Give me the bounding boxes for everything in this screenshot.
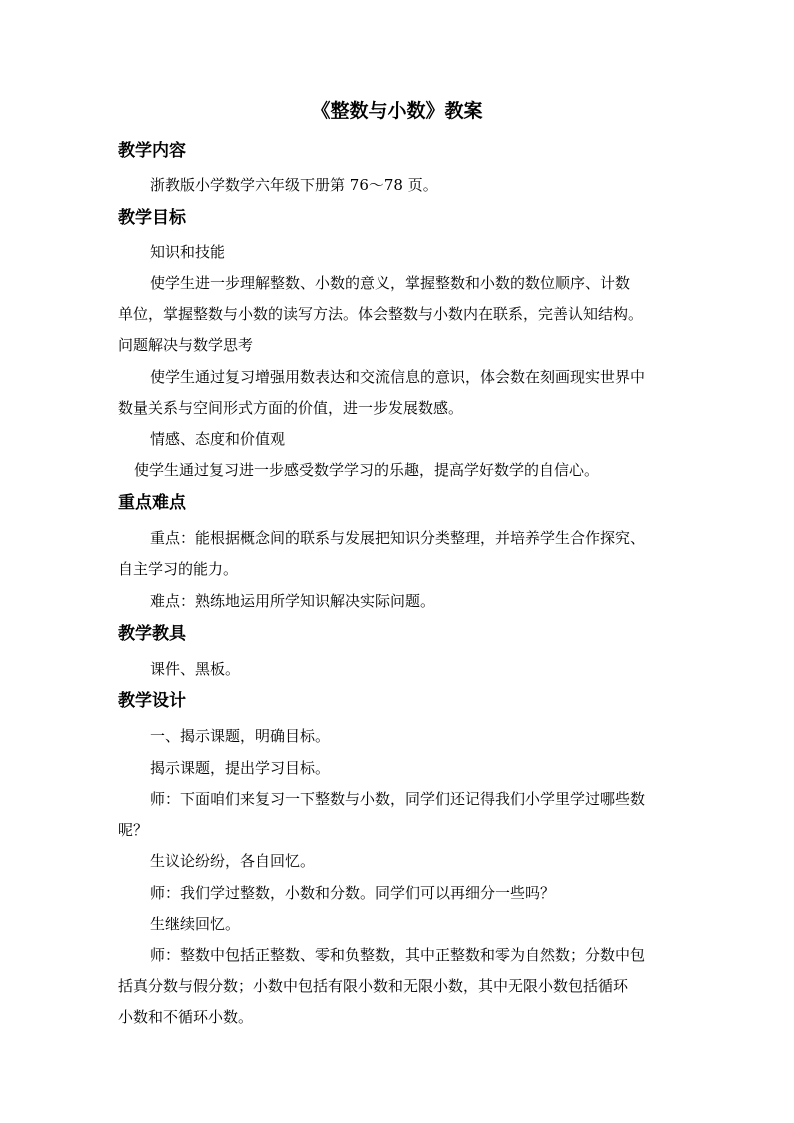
student-1: 生议论纷纷，各自回忆。	[150, 852, 316, 870]
tools-text: 课件、黑板。	[150, 660, 241, 678]
teacher-3-line-1: 师：整数中包括正整数、零和负整数，其中正整数和零为自然数；分数中包	[150, 946, 646, 964]
emotion-line: 使学生通过复习进一步感受数学学习的乐趣，提高学好数学的自信心。	[134, 461, 600, 479]
teacher-1-line-1: 师：下面咱们来复习一下整数与小数，同学们还记得我们小学里学过哪些数	[150, 790, 646, 808]
teacher-3-line-3: 小数和不循环小数。	[118, 1008, 254, 1026]
key-line-2: 自主学习的能力。	[118, 560, 239, 578]
section-heading-key-points: 重点难点	[118, 493, 186, 513]
knowledge-line-2: 单位，掌握整数与小数的读写方法。体会整数与小数内在联系，完善认知结构。	[118, 305, 644, 323]
problem-label: 问题解决与数学思考	[118, 336, 254, 354]
section-heading-goals: 教学目标	[118, 208, 186, 228]
knowledge-line-1: 使学生进一步理解整数、小数的意义，掌握整数和小数的数位顺序、计数	[150, 274, 631, 292]
design-step-1: 一、揭示课题，明确目标。	[150, 727, 331, 745]
problem-line-2: 数量关系与空间形式方面的价值，进一步发展数感。	[118, 399, 464, 417]
section-heading-content: 教学内容	[118, 141, 186, 161]
problem-line-1: 使学生通过复习增强用数表达和交流信息的意识，体会数在刻画现实世界中	[150, 368, 646, 386]
teacher-2: 师：我们学过整数，小数和分数。同学们可以再细分一些吗？	[150, 884, 556, 902]
teacher-1-line-2: 呢？	[118, 821, 149, 839]
design-step-1-detail: 揭示课题，提出学习目标。	[150, 759, 331, 777]
emotion-label: 情感、态度和价值观	[150, 430, 286, 448]
key-line-1: 重点：能根据概念间的联系与发展把知识分类整理，并培养学生合作探究、	[150, 529, 646, 547]
section-heading-design: 教学设计	[118, 691, 186, 711]
content-text: 浙教版小学数学六年级下册第 76～78 页。	[150, 176, 438, 194]
document-title: 《整数与小数》教案	[311, 100, 483, 122]
teacher-3-line-2: 括真分数与假分数；小数中包括有限小数和无限小数，其中无限小数包括循环	[118, 977, 629, 995]
knowledge-label: 知识和技能	[150, 243, 226, 261]
student-2: 生继续回忆。	[150, 915, 241, 933]
difficulty-line: 难点：熟练地运用所学知识解决实际问题。	[150, 592, 436, 610]
section-heading-tools: 教学教具	[118, 624, 186, 644]
